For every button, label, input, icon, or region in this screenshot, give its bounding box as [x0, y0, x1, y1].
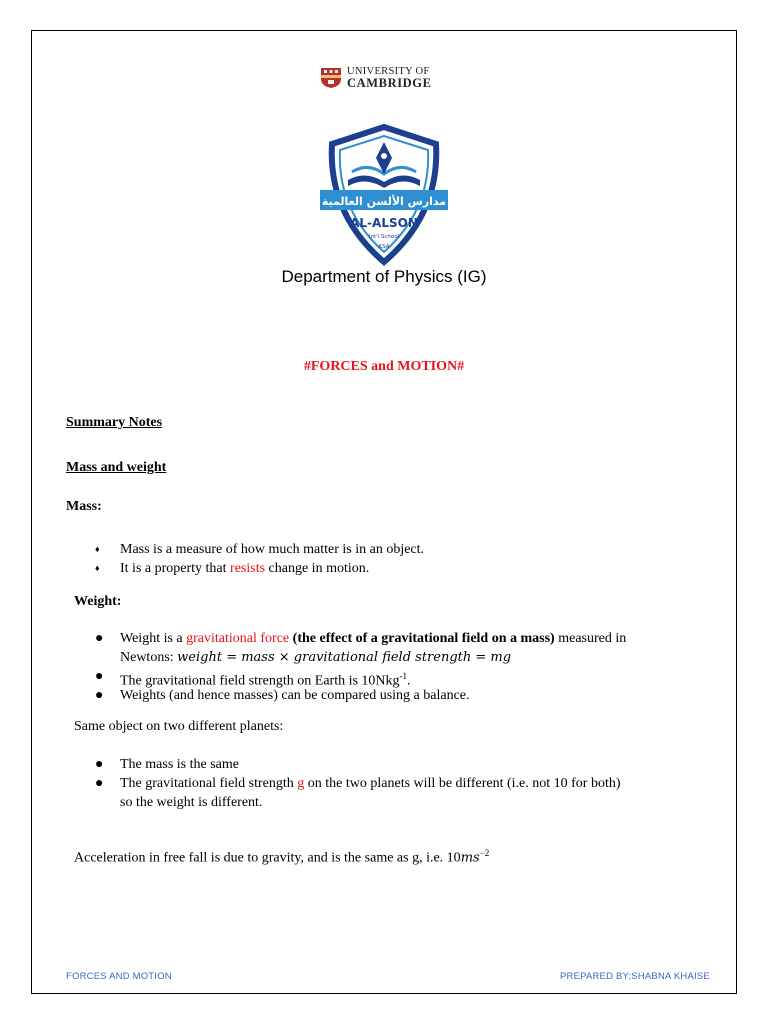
bullet-dot-icon: ● — [95, 669, 104, 684]
bullet-diamond-icon: ♦ — [95, 563, 100, 573]
section-heading: Mass and weight — [66, 460, 167, 475]
cambridge-shield-icon — [320, 67, 342, 89]
footer-right: PREPARED BY;SHABNA KHAISE — [560, 971, 710, 982]
school-crest-logo — [318, 124, 450, 266]
bullet-diamond-icon: ♦ — [95, 544, 100, 554]
weight-formula: weight = mass × gravitational field strength = mg — [177, 650, 512, 665]
list-item: ● The mass is the same — [95, 757, 239, 772]
bullet-dot-icon: ● — [95, 688, 104, 703]
bullet-dot-icon: ● — [95, 631, 104, 646]
mass-heading: Mass: — [66, 499, 102, 514]
list-item: ● Weights (and hence masses) can be compared using a balance. — [95, 688, 470, 703]
planets-intro: Same object on two different planets: — [74, 719, 284, 734]
crest-country: KSA — [378, 244, 390, 250]
list-item: ♦ Mass is a measure of how much matter is in an object. — [95, 542, 425, 557]
cambridge-line1: UNIVERSITY OF — [347, 65, 430, 77]
cambridge-logo — [320, 66, 432, 90]
bullet-dot-icon: ● — [95, 757, 104, 772]
list-item: ● The gravitational field strength g on the two planets will be different (i.e. not 10 for both) so the weight is different. — [95, 776, 621, 810]
list-item: ● Weight is a gravitational force (the effect of a gravitational field on a mass) measured in Newtons: weight = mass × gravitational field strength = mg — [95, 631, 627, 665]
summary-heading: Summary Notes — [66, 415, 163, 430]
weight-heading: Weight: — [74, 594, 122, 609]
bullet-dot-icon: ● — [95, 776, 104, 791]
crest-arabic-text: مدارس الألسن العالمية — [321, 195, 447, 208]
crest-school-sub: Int'l School — [368, 234, 400, 240]
list-item: ● The gravitational field strength on Earth is 10Nkg$^{-1}$. — [95, 669, 411, 689]
footer-left: FORCES AND MOTION — [66, 971, 172, 982]
topic-title: #FORCES and MOTION# — [303, 359, 465, 374]
freefall-text: Acceleration in free fall is due to gravity, and is the same as g, i.e. $10ms^{-2}$ — [74, 848, 490, 866]
crest-school-name: AL-ALSON — [350, 216, 418, 230]
department-title: Department of Physics (IG) — [281, 267, 487, 286]
cambridge-line2: CAMBRIDGE — [347, 76, 432, 90]
list-item: ♦ It is a property that resists change in motion. — [95, 561, 370, 576]
